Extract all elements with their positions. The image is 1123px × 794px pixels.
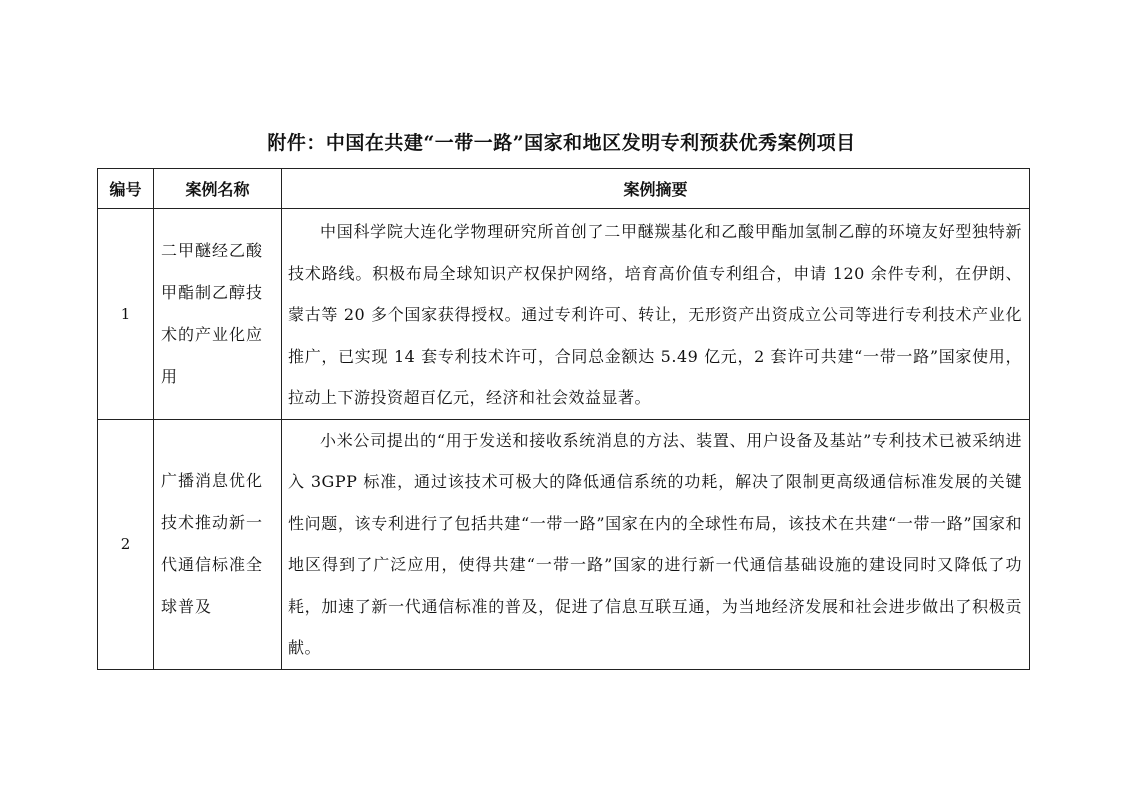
case-name: 二甲醚经乙酸甲酯制乙醇技术的产业化应用 bbox=[154, 209, 282, 420]
header-case-name: 案例名称 bbox=[154, 169, 282, 209]
case-number: 2 bbox=[98, 419, 154, 669]
header-number: 编号 bbox=[98, 169, 154, 209]
page-title: 附件：中国在共建“一带一路”国家和地区发明专利预获优秀案例项目 bbox=[267, 132, 856, 154]
case-summary: 中国科学院大连化学物理研究所首创了二甲醚羰基化和乙酸甲酯加氢制乙醇的环境友好型独特新技术路线。积极布局全球知识产权保护网络，培育高价值专利组合，申请 120 余件专利，在伊朗、蒙古等 20 多个国家获得授权。通过专利许可、转让，无形资产出资成立公司等进行专利技术产业化推广，已实现 14 套专利技术许可，合同总金额达 5.49 亿元，2 套许可共建“一带一路”国家使用，拉动上下游投资超百亿元，经济和社会效益显著。 bbox=[282, 209, 1030, 420]
table-row bbox=[98, 419, 1030, 669]
case-table bbox=[97, 168, 1030, 670]
case-summary: 小米公司提出的“用于发送和接收系统消息的方法、装置、用户设备及基站”专利技术已被采纳进入 3GPP 标准，通过该技术可极大的降低通信系统的功耗，解决了限制更高级通信标准发展的关键性问题，该专利进行了包括共建“一带一路”国家在内的全球性布局，该技术在共建“一带一路”国家和地区得到了广泛应用，使得共建“一带一路”国家的进行新一代通信基础设施的建设同时又降低了功耗，加速了新一代通信标准的普及，促进了信息互联互通，为当地经济发展和社会进步做出了积极贡献。 bbox=[282, 419, 1030, 669]
case-number: 1 bbox=[98, 209, 154, 420]
header-case-summary: 案例摘要 bbox=[282, 169, 1030, 209]
table-row bbox=[98, 209, 1030, 420]
table-header-row bbox=[98, 169, 1030, 209]
case-name: 广播消息优化技术推动新一代通信标准全球普及 bbox=[154, 419, 282, 669]
